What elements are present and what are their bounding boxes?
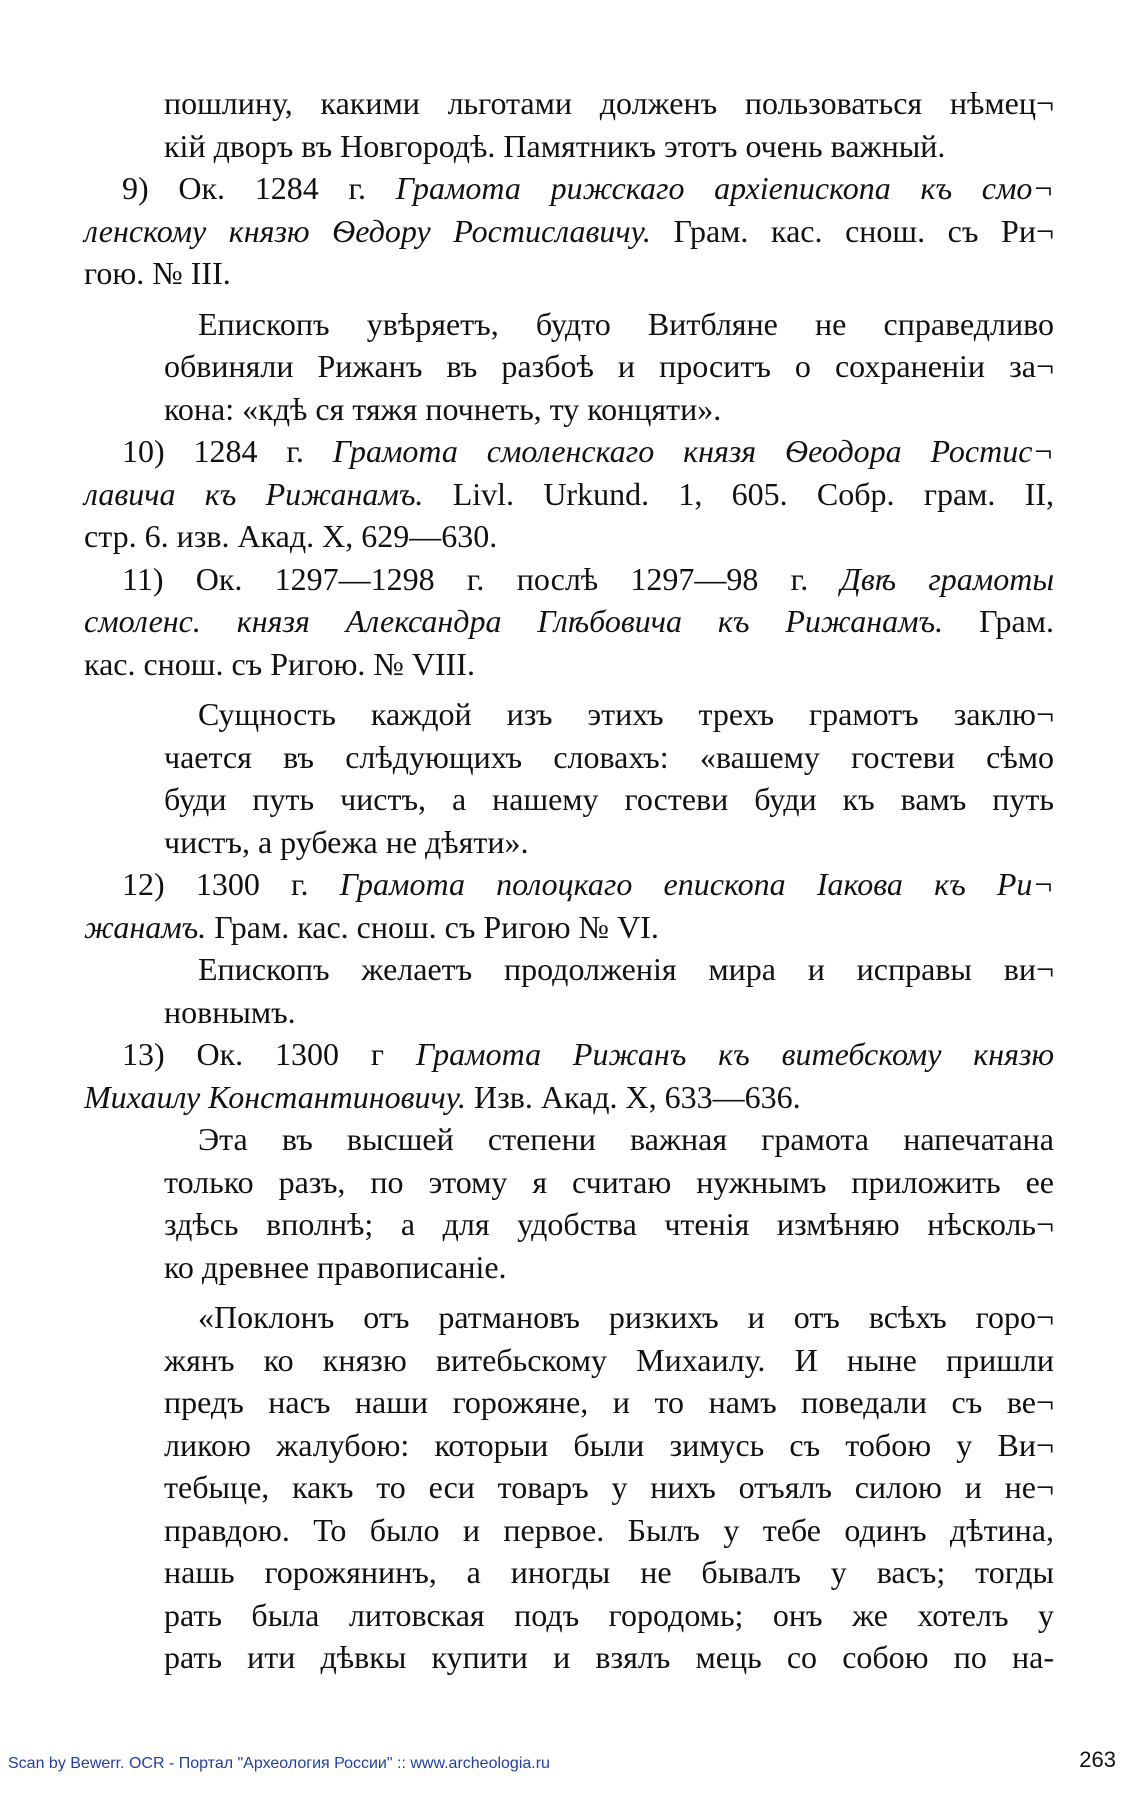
text-line: Сущность каждой изъ этихъ трехъ грамотъ заклю¬ <box>198 696 1054 732</box>
body-text <box>84 82 1054 1679</box>
quote-line: рать была литовская подъ городомь; онъ же хотелъ у <box>164 1596 1054 1633</box>
text-line: Епископъ увѣряетъ, будто Витбляне не справедливо <box>198 305 1054 342</box>
text-line: только разъ, по этому я считаю нужнымъ приложить ее <box>164 1163 1054 1200</box>
text-line: чистъ, а рубежа не дѣяти». <box>164 823 529 860</box>
text-line: лавича къ Рижанамъ. Livl. Urkund. 1, 605. Собр. грам. II, <box>84 475 1055 512</box>
quote-line: нашь горожянинъ, а иногды не бывалъ у васъ; тогды <box>164 1554 1054 1590</box>
quote-line: ликою жалубою: которыи были зимусь съ тобою у Ви¬ <box>164 1426 1054 1463</box>
entry-10-heading: 10) 1284 г. Грамота смоленскаго князя Ѳеодора Ростис¬ <box>122 433 1055 469</box>
text-line: буди путь чистъ, а нашему гостеви буди къ вамъ путь <box>164 781 1054 817</box>
scan-credit-link[interactable]: Scan by Bewerr. OCR - Портал "Археология России" :: www.archeologia.ru <box>8 1755 550 1772</box>
text-line: кас. снош. съ Ригою. № VIII. <box>84 645 475 682</box>
text-line: стр. 6. изв. Акад. X, 629—630. <box>84 518 498 554</box>
text-line: ко древнее правописаніе. <box>164 1248 507 1285</box>
page-footer <box>0 1747 1140 1777</box>
quote-line: жянъ ко князю витебьскому Михаилу. И ныне пришли <box>164 1341 1054 1378</box>
text-line: обвиняли Рижанъ въ разбоѣ и проситъ о сохраненіи за¬ <box>164 348 1054 384</box>
text-line: Михаилу Константиновичу. Изв. Акад. X, 633—636. <box>84 1078 801 1115</box>
text-line: пошлину, какими льготами долженъ пользоваться нѣмец¬ <box>164 85 1054 121</box>
entry-9-heading: 9) Ок. 1284 г. Грамота рижскаго архіепископа къ смо¬ <box>122 170 1055 206</box>
quote-line: тебыце, какъ то еси товаръ у нихъ отъялъ силою и не¬ <box>164 1469 1054 1505</box>
quote-line: правдою. То было и первое. Былъ у тебе одинъ дѣтина, <box>164 1511 1054 1548</box>
text-line: гою. № III. <box>84 255 231 291</box>
text-line: ленскому князю Ѳедору Ростиславичу. Грам. кас. снош. съ Ри¬ <box>84 212 1054 249</box>
page-number: 263 <box>1079 1747 1116 1772</box>
text-line: жанамъ. Грам. кас. снош. съ Ригою № VI. <box>84 908 659 945</box>
quote-line: рать ити дѣвкы купити и взялъ мець со собою по на- <box>164 1639 1054 1675</box>
text-line: чается въ слѣдующихъ словахъ: «вашему гостеви сѣмо <box>164 738 1054 775</box>
entry-11-heading: 11) Ок. 1297—1298 г. послѣ 1297—98 г. Двѣ грамоты <box>122 560 1055 597</box>
text-line: новнымъ. <box>164 993 296 1030</box>
entry-12-heading: 12) 1300 г. Грамота полоцкаго епископа Іакова къ Ри¬ <box>122 866 1055 902</box>
quote-line: предъ насъ наши горожяне, и то намъ поведали съ ве¬ <box>164 1384 1054 1420</box>
entry-13-heading: 13) Ок. 1300 г Грамота Рижанъ къ витебскому князю <box>122 1036 1055 1072</box>
text-line: смоленс. князя Александра Глѣбовича къ Рижанамъ. Грам. <box>84 603 1054 639</box>
text-line: кона: «кдѣ ся тяжя почнеть, ту концяти». <box>164 390 722 427</box>
text-line: Эта въ высшей степени важная грамота напечатана <box>198 1121 1054 1157</box>
text-line: здѣсь вполнѣ; а для удобства чтенія измѣняю нѣсколь¬ <box>164 1206 1054 1242</box>
text-line: Епископъ желаетъ продолженія мира и исправы ви¬ <box>198 951 1054 987</box>
quote-line: «Поклонъ отъ ратмановъ ризкихъ и отъ всѣхъ горо¬ <box>198 1299 1054 1335</box>
text-line: кій дворъ въ Новгородѣ. Памятникъ этотъ очень важный. <box>164 127 946 164</box>
